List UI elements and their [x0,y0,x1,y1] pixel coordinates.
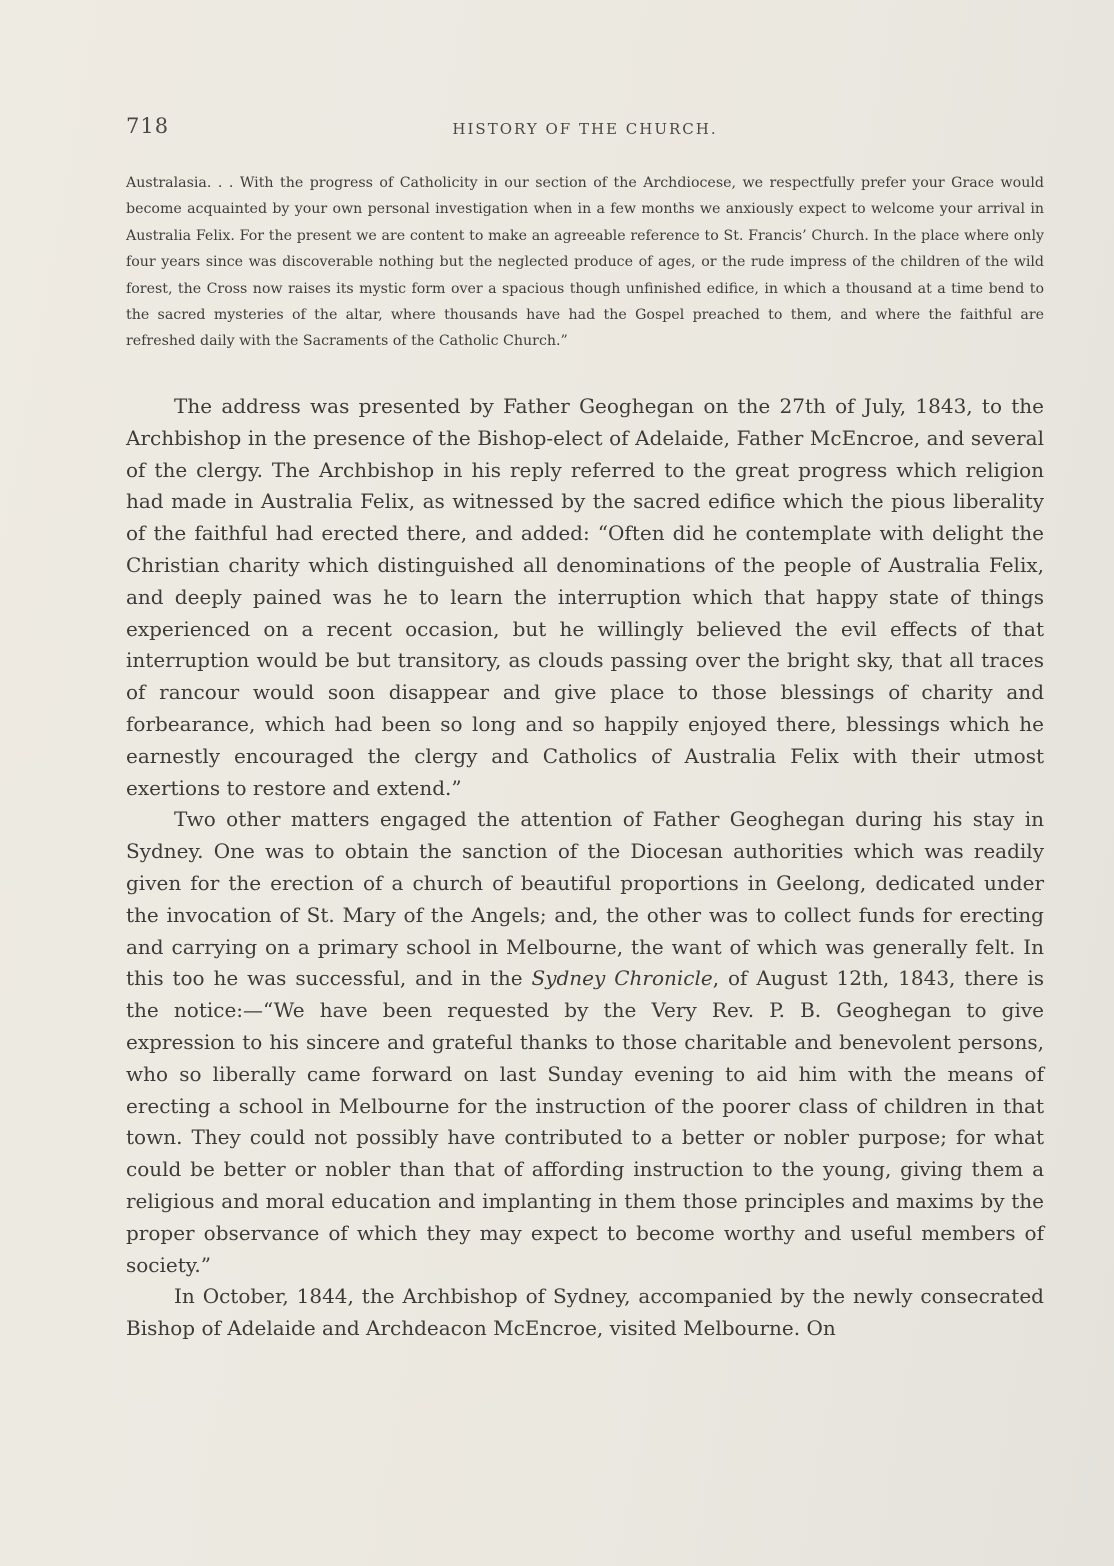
newspaper-title: Sydney Chronicle [531,966,713,991]
paragraph-text-after-italic: , of August 12th, 1843, there is the notice:—“We have been requested by the Very Rev. P. B. Geoghegan to give expression to his sincere and grateful thanks to those charitable and benevolent persons, who so liberally came forward on last Sunday evening to aid him with the means of erecting a school in Melbourne for the instruction of the poorer class of children in that town. They could not possibly have contributed to a better or nobler purpose; for what could be better or nobler than that of affording instruction to the young, giving them a religious and moral education and implanting in them those principles and maxims by the proper observance of which they may expect to become worthy and useful members of society.” [126,966,1045,1277]
running-title: HISTORY OF THE CHURCH. [452,120,718,138]
paragraph-address-presented: The address was presented by Father Geoghegan on the 27th of July, 1843, to the Archbishop in the presence of the Bishop-elect of Adelaide, Father McEncroe, and several of the clergy. The Archbishop in his reply referred to the great progress which religion had made in Australia Felix, as witnessed by the sacred edifice which the pious liberality of the faithful had erected there, and added: “Often did he contemplate with delight the Christian charity which distinguished all denominations of the people of Australia Felix, and deeply pained was he to learn the interruption which that happy state of things experienced on a recent occasion, but he willingly believed the evil effects of that interruption would be but transitory, as clouds passing over the bright sky, that all traces of rancour would soon disappear and give place to those blessings of charity and forbearance, which had been so long and so happily enjoyed there, blessings which he earnestly encouraged the clergy and Catholics of Australia Felix with their utmost exertions to restore and extend.” [126,394,1044,800]
paragraph-october-visit: In October, 1844, the Archbishop of Sydney, accompanied by the newly consecrated Bishop of Adelaide and Archdeacon McEncroe, visited Melbourne. On [126,1284,1044,1341]
body-text [126,391,1044,1345]
quoted-address-continuation: Australasia. . . With the progress of Catholicity in our section of the Archdiocese, we respectfully prefer your Grace would become acquainted by your own personal investigation when in a few months we anxiously expect to welcome your arrival in Australia Felix. For the present we are content to make an agreeable reference to St. Francis’ Church. In the place where only four years since was discoverable nothing but the neglected produce of ages, or the rude impress of the children of the wild forest, the Cross now raises its mystic form over a spacious though unfinished edifice, in which a thousand at a time bend to the sacred mysteries of the altar, where thousands have had the Gospel preached to them, and where the faithful are refreshed daily with the Sacraments of the Catholic Church.” [126,175,1044,350]
running-head [126,114,1044,144]
paragraph-text-before-italic: Two other matters engaged the attention of Father Geoghegan during his stay in Sydney. One was to obtain the sanction of the Diocesan authorities which was readily given for the erection of a church of beautiful proportions in Geelong, dedicated under the invocation of St. Mary of the Angels; and, the other was to collect funds for erecting and carrying on a primary school in Melbourne, the want of which was generally felt. In this too he was successful, and in the [126,807,1044,991]
paragraph-two-other-matters [126,804,1044,1281]
page-number: 718 [126,114,170,138]
